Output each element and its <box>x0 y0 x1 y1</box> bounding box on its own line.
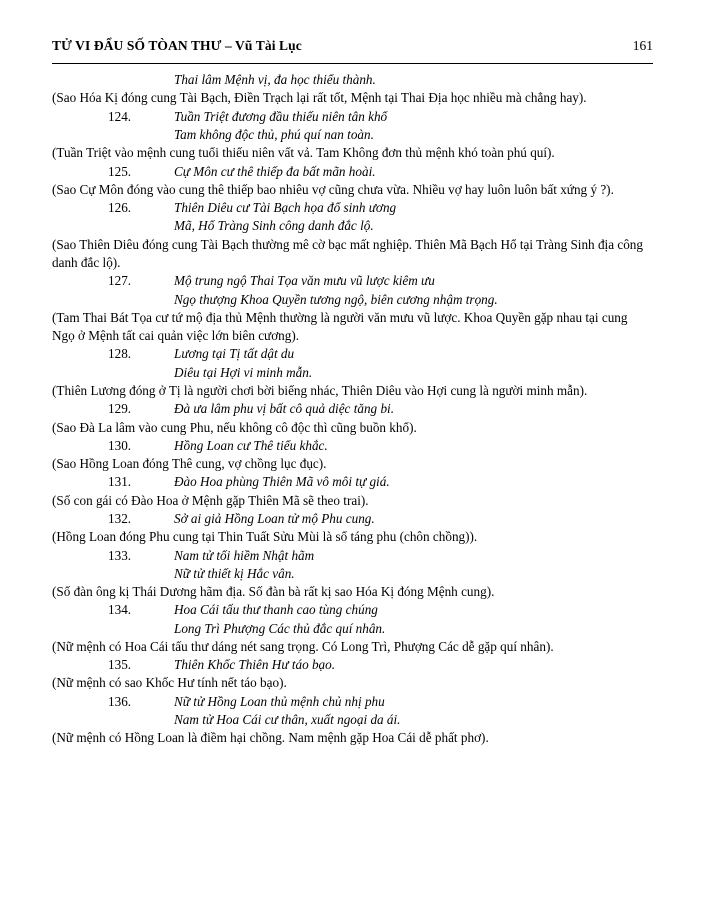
entry-verse: Diêu tại Hợi vi minh mẫn. <box>174 364 313 380</box>
entry-verse: Ngọ thượng Khoa Quyền tương ngộ, biên cương nhậm trọng. <box>174 291 498 307</box>
numbered-entry <box>52 437 653 455</box>
commentary-paragraph: (Sao Hồng Loan đóng Thê cung, vợ chồng lục đục). <box>52 456 327 472</box>
entry-verse: Tuần Triệt đương đầu thiếu niên tân khổ <box>174 108 388 124</box>
commentary-paragraph: (Tam Thai Bát Tọa cư tứ mộ địa thủ Mệnh thường là người văn mưu vũ lược. Khoa Quyền gặp nhau tại cung Ngọ ở Mệnh tất cai quản việc lớn biên cương). <box>52 309 631 344</box>
verse-indent-spacer <box>52 126 174 144</box>
verse-line <box>52 565 653 583</box>
verse-indent-spacer <box>52 565 174 583</box>
entry-verse: Thiên Khốc Thiên Hư táo bạo. <box>174 657 336 673</box>
entry-verse: Nam tử tối hiềm Nhật hãm <box>174 547 315 563</box>
book-title: TỬ VI ĐẨU SỐ TÒAN THƯ – Vũ Tài Lục <box>52 38 302 53</box>
numbered-entry <box>52 400 653 418</box>
entry-number: 132. <box>108 510 132 526</box>
entry-verse: Long Trì Phượng Các thủ đắc quí nhân. <box>174 620 386 636</box>
entry-verse: Mộ trung ngộ Thai Tọa văn mưu vũ lược kiêm ưu <box>174 273 435 289</box>
entry-number: 126. <box>108 200 132 216</box>
entry-number: 136. <box>108 693 132 709</box>
entry-verse: Đà ưa lâm phu vị bất cô quả diệc tăng bi. <box>174 401 394 417</box>
entry-verse: Nữ tử Hồng Loan thủ mệnh chủ nhị phu <box>174 693 385 709</box>
entry-verse: Hoa Cái tấu thư thanh cao tùng chúng <box>174 602 378 618</box>
entry-number: 129. <box>108 401 132 417</box>
verse-indent-spacer <box>52 711 174 729</box>
commentary-paragraph: (Sao Đà La lâm vào cung Phu, nếu không cô độc thì cũng buồn khổ). <box>52 419 417 435</box>
numbered-entry <box>52 272 653 290</box>
numbered-entry <box>52 656 653 674</box>
numbered-entry <box>52 510 653 528</box>
entry-verse: Tam không độc thủ, phú quí nan toàn. <box>174 127 374 143</box>
commentary-paragraph: (Thiên Lương đóng ở Tị là người chơi bời biếng nhác, Thiên Diêu vào Hợi cung là người minh mẫn). <box>52 382 588 398</box>
entry-verse: Mã, Hổ Tràng Sinh công danh đắc lộ. <box>174 218 374 234</box>
commentary-paragraph: (Hồng Loan đóng Phu cung tại Thin Tuất Sửu Mùi là số táng phu (chôn chồng)). <box>52 529 478 545</box>
entry-verse: Lương tại Tị tất dật du <box>174 346 295 362</box>
verse-indent-spacer <box>52 364 174 382</box>
commentary-paragraph: (Sao Thiên Diêu đóng cung Tài Bạch thường mê cờ bạc mất nghiệp. Thiên Mã Bạch Hổ tại Tràng Sinh địa công danh đắc lộ). <box>52 236 647 270</box>
entry-verse: Sở ai giả Hồng Loan tử mộ Phu cung. <box>174 510 375 526</box>
entry-number: 133. <box>108 547 132 563</box>
numbered-entry <box>52 345 653 363</box>
verse-line <box>52 126 653 144</box>
entry-number: 128. <box>108 346 132 362</box>
commentary-paragraph: (Sao Hóa Kị đóng cung Tài Bạch, Điền Trạch lại rất tốt, Mệnh tại Thai Địa học nhiều mà chẳng hay). <box>52 90 587 106</box>
commentary-paragraph: (Tuần Triệt vào mệnh cung tuổi thiếu niên vất vả. Tam Không đơn thủ mệnh khó toàn phú quí). <box>52 145 555 161</box>
entry-verse: Nam tử Hoa Cái cư thân, xuất ngoại da ái. <box>174 712 401 728</box>
entry-number: 135. <box>108 657 132 673</box>
verse-line <box>52 711 653 729</box>
verse-indent-spacer <box>52 71 174 89</box>
verse-indent-spacer <box>52 291 174 309</box>
entry-number: 124. <box>108 108 132 124</box>
commentary-paragraph: (Số con gái có Đào Hoa ở Mệnh gặp Thiên Mã sẽ theo trai). <box>52 492 369 508</box>
numbered-entry <box>52 199 653 217</box>
commentary-paragraph: (Nữ mệnh có Hoa Cái tấu thư dáng nét sang trọng. Có Long Trì, Phượng Các dễ gặp quí nhân). <box>52 638 554 654</box>
verse-line <box>52 364 653 382</box>
entry-number: 130. <box>108 437 132 453</box>
commentary-paragraph: (Số đàn ông kị Thái Dương hãm địa. Số đàn bà rất kị sao Hóa Kị đóng Mệnh cung). <box>52 584 495 600</box>
numbered-entry <box>52 473 653 491</box>
numbered-entry <box>52 601 653 619</box>
entry-verse: Cự Môn cư thê thiếp đa bất mãn hoài. <box>174 163 376 179</box>
commentary-paragraph: (Nữ mệnh có Hồng Loan là điềm hại chồng. Nam mệnh gặp Hoa Cái dễ phất phơ). <box>52 730 489 746</box>
verse-indent-spacer <box>52 217 174 235</box>
entry-verse: Hồng Loan cư Thê tiểu khắc. <box>174 437 328 453</box>
entry-number: 125. <box>108 163 132 179</box>
entry-verse: Thai lâm Mệnh vị, đa học thiểu thành. <box>174 72 376 88</box>
entry-verse: Thiên Diêu cư Tài Bạch họa đổ sinh ương <box>174 200 397 216</box>
verse-line <box>52 291 653 309</box>
numbered-entry <box>52 547 653 565</box>
verse-line <box>52 217 653 235</box>
commentary-paragraph: (Nữ mệnh có sao Khốc Hư tính nết táo bạo). <box>52 675 287 691</box>
verse-indent-spacer <box>52 620 174 638</box>
numbered-entry <box>52 693 653 711</box>
page-body <box>52 71 653 747</box>
commentary-paragraph: (Sao Cự Môn đóng vào cung thê thiếp bao nhiêu vợ cũng chưa vừa. Nhiều vợ hay luôn luôn bất xứng ý ?). <box>52 181 614 197</box>
numbered-entry <box>52 163 653 181</box>
entry-number: 134. <box>108 602 132 618</box>
header-divider <box>52 63 653 64</box>
entry-verse: Nữ tử thiết kị Hắc vân. <box>174 565 295 581</box>
page-header <box>52 38 653 54</box>
entry-number: 131. <box>108 474 132 490</box>
entry-number: 127. <box>108 273 132 289</box>
verse-line <box>52 71 653 89</box>
verse-line <box>52 620 653 638</box>
numbered-entry <box>52 108 653 126</box>
page-number: 161 <box>632 38 653 53</box>
entry-verse: Đào Hoa phùng Thiên Mã vô môi tự giá. <box>174 474 390 490</box>
